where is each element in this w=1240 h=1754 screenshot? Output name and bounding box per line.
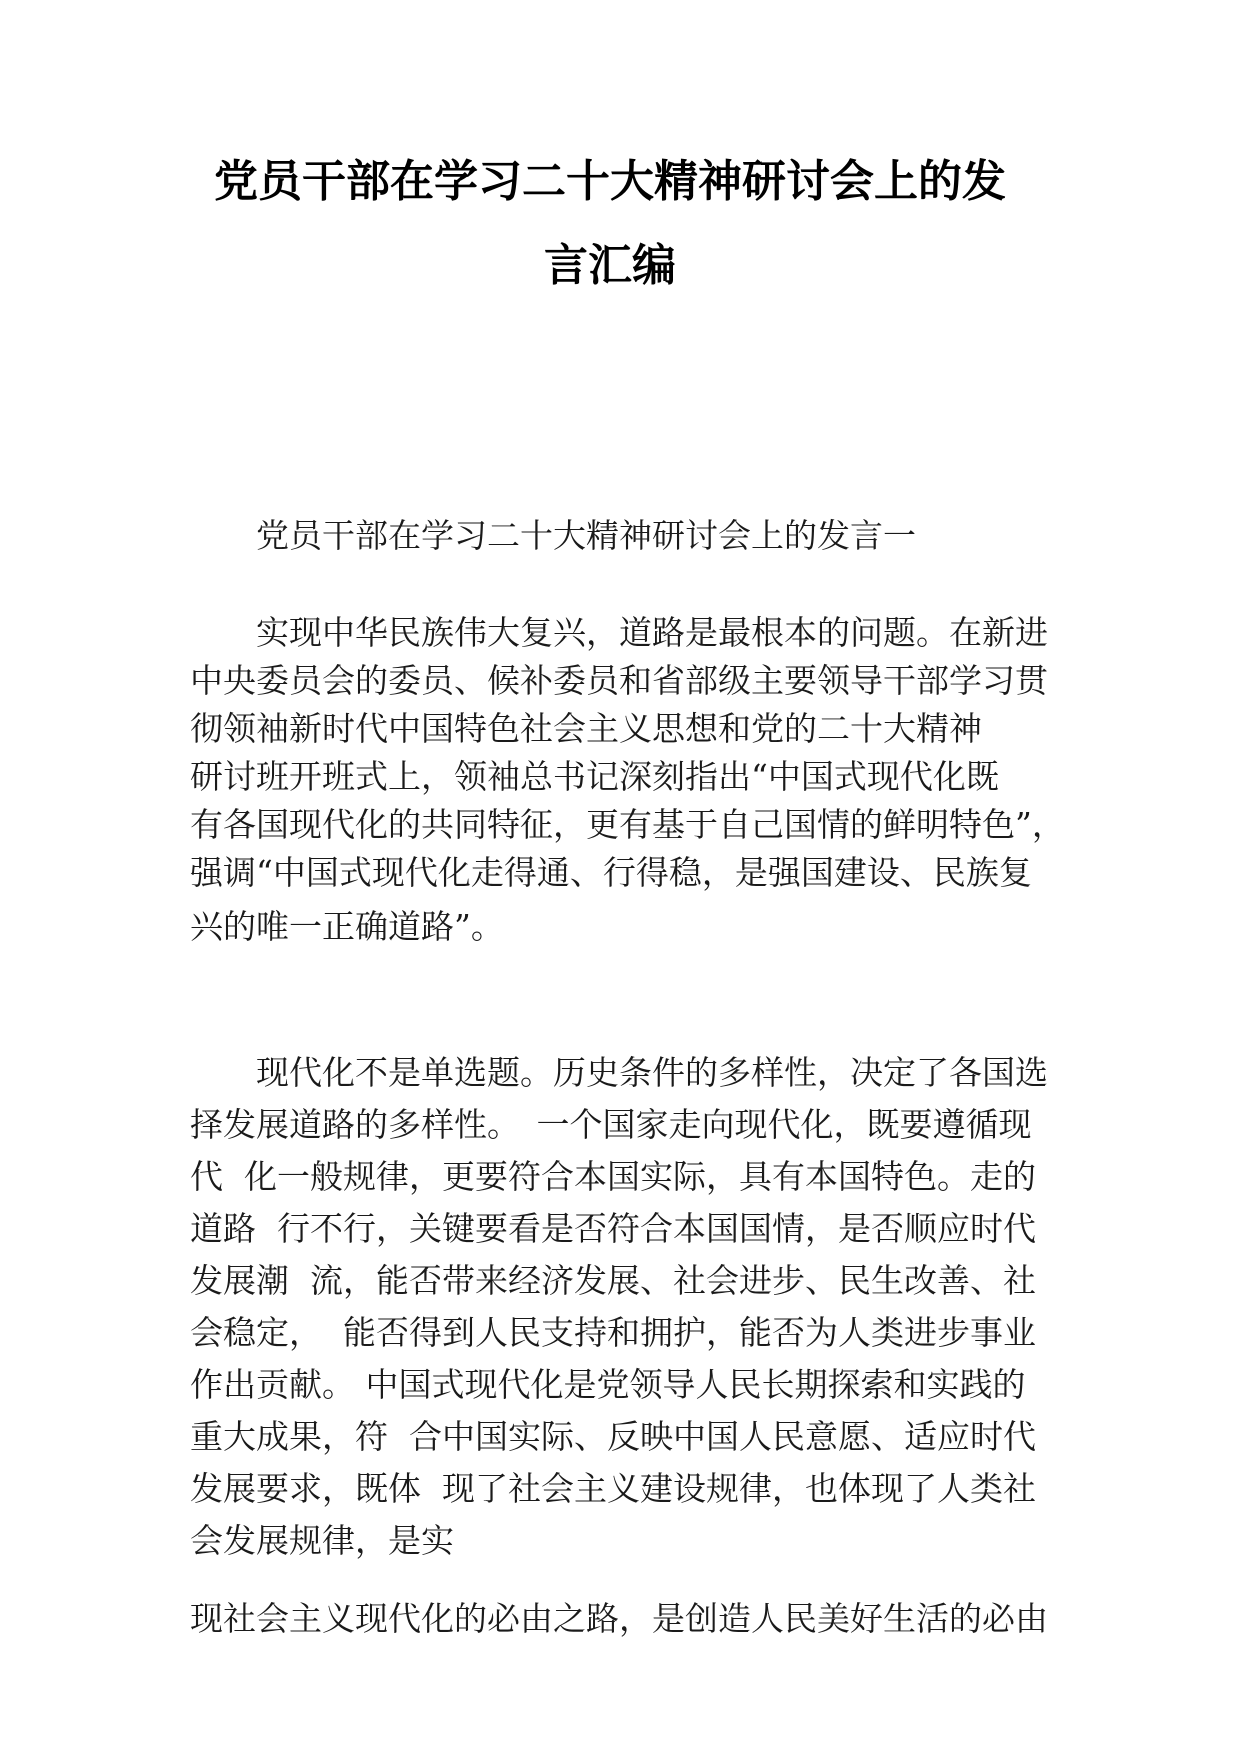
- document-title-line-2: 言汇编: [544, 240, 676, 291]
- paragraph-2-line-3: 代 化一般规律，更要符合本国实际，具有本国特色。走的: [190, 1157, 1036, 1196]
- paragraph-1-line-4: 研讨班开班式上，领袖总书记深刻指出“中国式现代化既: [190, 757, 999, 796]
- paragraph-2-line-1: 现代化不是单选题。历史条件的多样性，决定了各国选: [190, 1053, 1048, 1092]
- continuation-line: 现社会主义现代化的必由之路，是创造人民美好生活的必由: [190, 1599, 1048, 1638]
- paragraph-2-line-4: 道路 行不行，关键要看是否符合本国国情，是否顺应时代: [190, 1209, 1036, 1248]
- paragraph-2-line-7: 作出贡献。 中国式现代化是党领导人民长期探索和实践的: [190, 1365, 1026, 1404]
- paragraph-2-line-6: 会稳定， 能否得到人民支持和拥护，能否为人类进步事业: [190, 1313, 1036, 1352]
- paragraph-1-line-3: 彻领袖新时代中国特色社会主义思想和党的二十大精神: [190, 709, 982, 748]
- paragraph-2-line-9: 发展要求，既体 现了社会主义建设规律，也体现了人类社: [190, 1469, 1036, 1508]
- paragraph-2-line-5: 发展潮 流，能否带来经济发展、社会进步、民生改善、社: [190, 1261, 1036, 1300]
- paragraph-1-line-7: 兴的唯一正确道路”。: [190, 907, 504, 946]
- paragraph-2-line-10: 会发展规律，是实: [190, 1521, 454, 1560]
- section-heading: 党员干部在学习二十大精神研讨会上的发言一: [256, 516, 916, 555]
- paragraph-2-line-2: 择发展道路的多样性。 一个国家走向现代化，既要遵循现: [190, 1105, 1032, 1144]
- paragraph-1-line-5: 有各国现代化的共同特征，更有基于自己国情的鲜明特色”，: [190, 805, 1065, 844]
- paragraph-2-line-8: 重大成果，符 合中国实际、反映中国人民意愿、适应时代: [190, 1417, 1036, 1456]
- document-title-line-1: 党员干部在学习二十大精神研讨会上的发: [214, 156, 1006, 207]
- paragraph-1-line-6: 强调“中国式现代化走得通、行得稳，是强国建设、民族复: [190, 853, 1032, 892]
- paragraph-1-line-1: 实现中华民族伟大复兴，道路是最根本的问题。在新进: [190, 613, 1048, 652]
- paragraph-1-line-2: 中央委员会的委员、候补委员和省部级主要领导干部学习贯: [190, 661, 1048, 700]
